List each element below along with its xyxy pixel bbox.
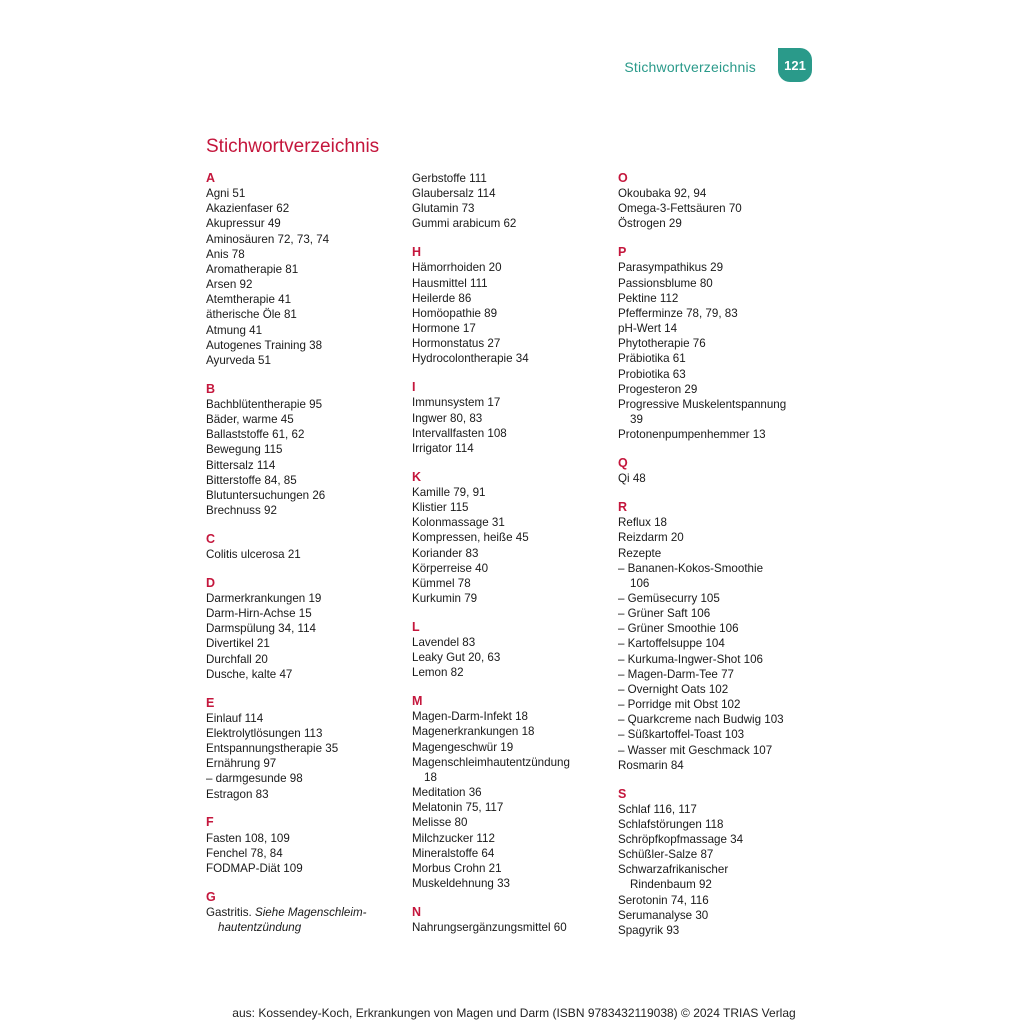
index-entry: – Overnight Oats 102 [618, 682, 729, 696]
index-section [206, 815, 406, 876]
index-entry: Melisse 80 [412, 816, 468, 830]
index-entry: Serotonin 74, 116 [618, 893, 709, 907]
index-entry: Östrogen 29 [618, 217, 682, 231]
index-entry: Rosmarin 84 [618, 758, 684, 772]
section-letter: E [206, 695, 215, 710]
index-entry: Morbus Crohn 21 [412, 861, 502, 875]
index-section [206, 576, 406, 682]
index-entry: Aminosäuren 72, 73, 74 [206, 232, 330, 246]
index-entry: Mineralstoffe 64 [412, 846, 495, 860]
index-entry: 39 [630, 413, 643, 427]
index-entry: Kolonmassage 31 [412, 516, 505, 530]
index-entry: Elektrolytlösungen 113 [206, 726, 323, 740]
index-entry-crossref [206, 905, 406, 920]
crossref-continuation: hautentzündung [218, 921, 302, 934]
section-letter: L [412, 619, 420, 634]
section-letter: K [412, 469, 422, 484]
running-head [624, 56, 806, 78]
running-title: Stichwortverzeichnis [624, 59, 756, 75]
index-section [206, 382, 406, 518]
index-entry: Darmerkrankungen 19 [206, 591, 322, 605]
section-letter: Q [618, 456, 628, 471]
index-entry: Entspannungstherapie 35 [206, 742, 339, 756]
section-letter: O [618, 171, 628, 185]
index-entry: Lavendel 83 [412, 635, 476, 649]
index-section [412, 470, 612, 606]
index-section [206, 532, 406, 562]
index-entry: Glaubersalz 114 [412, 187, 496, 201]
section-letter: C [206, 531, 216, 546]
index-entry: Leaky Gut 20, 63 [412, 651, 501, 665]
index-section [618, 245, 823, 442]
index-entry: Ayurveda 51 [206, 353, 271, 367]
index-entry: – Bananen-Kokos-Smoothie [618, 561, 764, 575]
index-entry: Koriander 83 [412, 546, 479, 560]
page-title: Stichwortverzeichnis [206, 136, 380, 157]
index-entry: Bäder, warme 45 [206, 413, 294, 427]
index-entry: Ingwer 80, 83 [412, 411, 483, 425]
index-entry: Arsen 92 [206, 278, 253, 292]
index-entry: Gummi arabicum 62 [412, 217, 517, 231]
index-entry: Darm-Hirn-Achse 15 [206, 607, 312, 621]
index-entry: Milchzucker 112 [412, 831, 495, 845]
index-entry: Kümmel 78 [412, 576, 471, 590]
index-entry: Meditation 36 [412, 786, 482, 800]
index-entry: Progressive Muskelentspannung [618, 397, 787, 411]
index-section [412, 171, 612, 232]
index-entry: Dusche, kalte 47 [206, 667, 293, 681]
index-entry: Fenchel 78, 84 [206, 846, 283, 860]
index-entry: Fasten 108, 109 [206, 831, 290, 845]
index-entry: Rindenbaum 92 [630, 878, 712, 892]
index-entry: Pfefferminze 78, 79, 83 [618, 306, 738, 320]
index-entry: Spagyrik 93 [618, 923, 680, 937]
index-entry: Kamille 79, 91 [412, 485, 486, 499]
index-entry: – Kartoffelsuppe 104 [618, 637, 725, 651]
index-section [618, 456, 823, 486]
index-entry: Homöopathie 89 [412, 306, 498, 320]
index-entry: Anis 78 [206, 247, 245, 261]
index-entry: Magenschleimhautentzündung [412, 755, 570, 769]
index-entry: Hämorrhoiden 20 [412, 261, 502, 275]
section-letter: A [206, 171, 216, 185]
section-letter: F [206, 815, 214, 830]
index-section [412, 380, 612, 456]
index-entry: Bitterstoffe 84, 85 [206, 473, 297, 487]
section-letter: B [206, 381, 216, 396]
index-entry: Blutuntersuchungen 26 [206, 488, 326, 502]
section-letter: R [618, 500, 628, 515]
index-entry: Divertikel 21 [206, 637, 270, 651]
index-section [618, 171, 823, 232]
index-entry: – Kurkuma-Ingwer-Shot 106 [618, 652, 763, 666]
index-entry: – Porridge mit Obst 102 [618, 698, 741, 712]
index-entry: Passionsblume 80 [618, 276, 713, 290]
index-entry: Serumanalyse 30 [618, 908, 709, 922]
index-entry: Atmung 41 [206, 323, 263, 337]
section-letter: G [206, 889, 216, 904]
index-entry: Schlaf 116, 117 [618, 802, 697, 816]
index-entry: Progesteron 29 [618, 382, 698, 396]
index-entry: Glutamin 73 [412, 202, 475, 216]
index-section [206, 696, 406, 802]
index-entry: Hausmittel 111 [412, 276, 488, 290]
index-entry: Agni 51 [206, 187, 246, 201]
index-entry: Hormonstatus 27 [412, 337, 501, 351]
index-entry: Einlauf 114 [206, 711, 264, 725]
index-entry: Atemtherapie 41 [206, 293, 292, 307]
index-entry: Nahrungsergänzungsmittel 60 [412, 921, 567, 934]
index-entry: – Grüner Smoothie 106 [618, 622, 739, 636]
index-entry: Okoubaka 92, 94 [618, 187, 707, 201]
index-column-3 [618, 171, 823, 952]
index-entry: Kompressen, heiße 45 [412, 531, 529, 545]
section-letter: S [618, 786, 627, 801]
index-column-1 [206, 171, 406, 949]
index-entry: Parasympathikus 29 [618, 261, 724, 275]
index-entry: Klistier 115 [412, 501, 469, 515]
index-entry: Immunsystem 17 [412, 396, 501, 410]
index-section [412, 620, 612, 681]
index-entry: Gerbstoffe 111 [412, 172, 487, 185]
index-column-2 [412, 171, 612, 949]
index-entry: Rezepte [618, 546, 662, 560]
index-entry: pH-Wert 14 [618, 322, 678, 336]
index-entry: Schwarzafrikanischer [618, 863, 729, 877]
index-entry: Pektine 112 [618, 291, 679, 305]
index-entry: 18 [424, 770, 437, 784]
index-section [618, 787, 823, 939]
index-entry: Muskeldehnung 33 [412, 877, 510, 890]
crossref-see: Siehe Magenschleim- [254, 905, 367, 919]
index-section [412, 694, 612, 891]
index-entry: Hormone 17 [412, 322, 476, 336]
index-entry: Bewegung 115 [206, 443, 283, 457]
section-letter: P [618, 245, 627, 260]
index-entry: Melatonin 75, 117 [412, 801, 504, 815]
index-entry: Präbiotika 61 [618, 352, 686, 366]
index-entry: Colitis ulcerosa 21 [206, 547, 301, 561]
section-letter: M [412, 694, 423, 709]
page-number-badge: 121 [778, 48, 812, 82]
index-entry: Akazienfaser 62 [206, 202, 290, 216]
index-entry: Schüßler-Salze 87 [618, 848, 714, 862]
index-entry: Intervallfasten 108 [412, 426, 507, 440]
index-entry: 106 [630, 576, 650, 590]
index-entry: Durchfall 20 [206, 652, 268, 666]
index-entry: Qi 48 [618, 472, 646, 486]
section-letter: H [412, 245, 422, 260]
index-entry: Probiotika 63 [618, 367, 686, 381]
index-entry: ätherische Öle 81 [206, 308, 297, 322]
index-entry: Reflux 18 [618, 516, 667, 530]
crossref-term: Gastritis. [206, 905, 252, 919]
index-entry: Estragon 83 [206, 787, 269, 801]
section-letter: N [412, 904, 422, 919]
index-section [412, 245, 612, 366]
index-entry: Phytotherapie 76 [618, 337, 706, 351]
index-entry: Aromatherapie 81 [206, 262, 299, 276]
index-entry: Reizdarm 20 [618, 531, 684, 545]
index-entry: Magen-Darm-Infekt 18 [412, 710, 528, 724]
index-entry: – Grüner Saft 106 [618, 607, 711, 621]
index-entry: Kurkumin 79 [412, 591, 478, 605]
index-entry: – Wasser mit Geschmack 107 [618, 743, 773, 757]
index-section [412, 905, 612, 935]
index-entry: Bachblütentherapie 95 [206, 397, 323, 411]
index-entry: Brechnuss 92 [206, 503, 277, 517]
index-section [206, 890, 406, 935]
index-entry: Darmspülung 34, 114 [206, 622, 316, 636]
index-entry: FODMAP-Diät 109 [206, 861, 303, 875]
index-entry: Hydrocolontherapie 34 [412, 352, 529, 366]
index-entry: Magengeschwür 19 [412, 740, 514, 754]
index-entry: Körperreise 40 [412, 561, 489, 575]
index-entry: Protonenpumpenhemmer 13 [618, 428, 766, 442]
section-letter: I [412, 380, 416, 395]
index-entry: Magenerkrankungen 18 [412, 725, 535, 739]
index-entry: Schröpfkopfmassage 34 [618, 833, 744, 846]
index-entry: – darmgesunde 98 [206, 772, 303, 786]
index-entry: – Magen-Darm-Tee 77 [618, 667, 734, 681]
index-entry: Akupressur 49 [206, 217, 281, 231]
index-entry: Bittersalz 114 [206, 458, 276, 472]
index-entry: – Süßkartoffel-Toast 103 [618, 728, 745, 742]
index-entry: Omega-3-Fettsäuren 70 [618, 202, 742, 216]
index-entry: Ballaststoffe 61, 62 [206, 428, 305, 442]
section-letter: D [206, 575, 216, 590]
footer-source: aus: Kossendey-Koch, Erkrankungen von Magen und Darm (ISBN 9783432119038) © 2024 TRIAS Verlag [232, 1006, 796, 1020]
index-entry: – Quarkcreme nach Budwig 103 [618, 713, 784, 727]
index-entry: Autogenes Training 38 [206, 338, 323, 352]
index-entry: Lemon 82 [412, 666, 464, 680]
index-section [618, 500, 823, 773]
index-entry: Schlafstörungen 118 [618, 817, 724, 831]
index-entry: – Gemüsecurry 105 [618, 591, 720, 605]
index-entry: Heilerde 86 [412, 291, 472, 305]
index-entry: Irrigator 114 [412, 441, 474, 455]
index-section [206, 171, 406, 368]
index-entry: Ernährung 97 [206, 757, 277, 771]
